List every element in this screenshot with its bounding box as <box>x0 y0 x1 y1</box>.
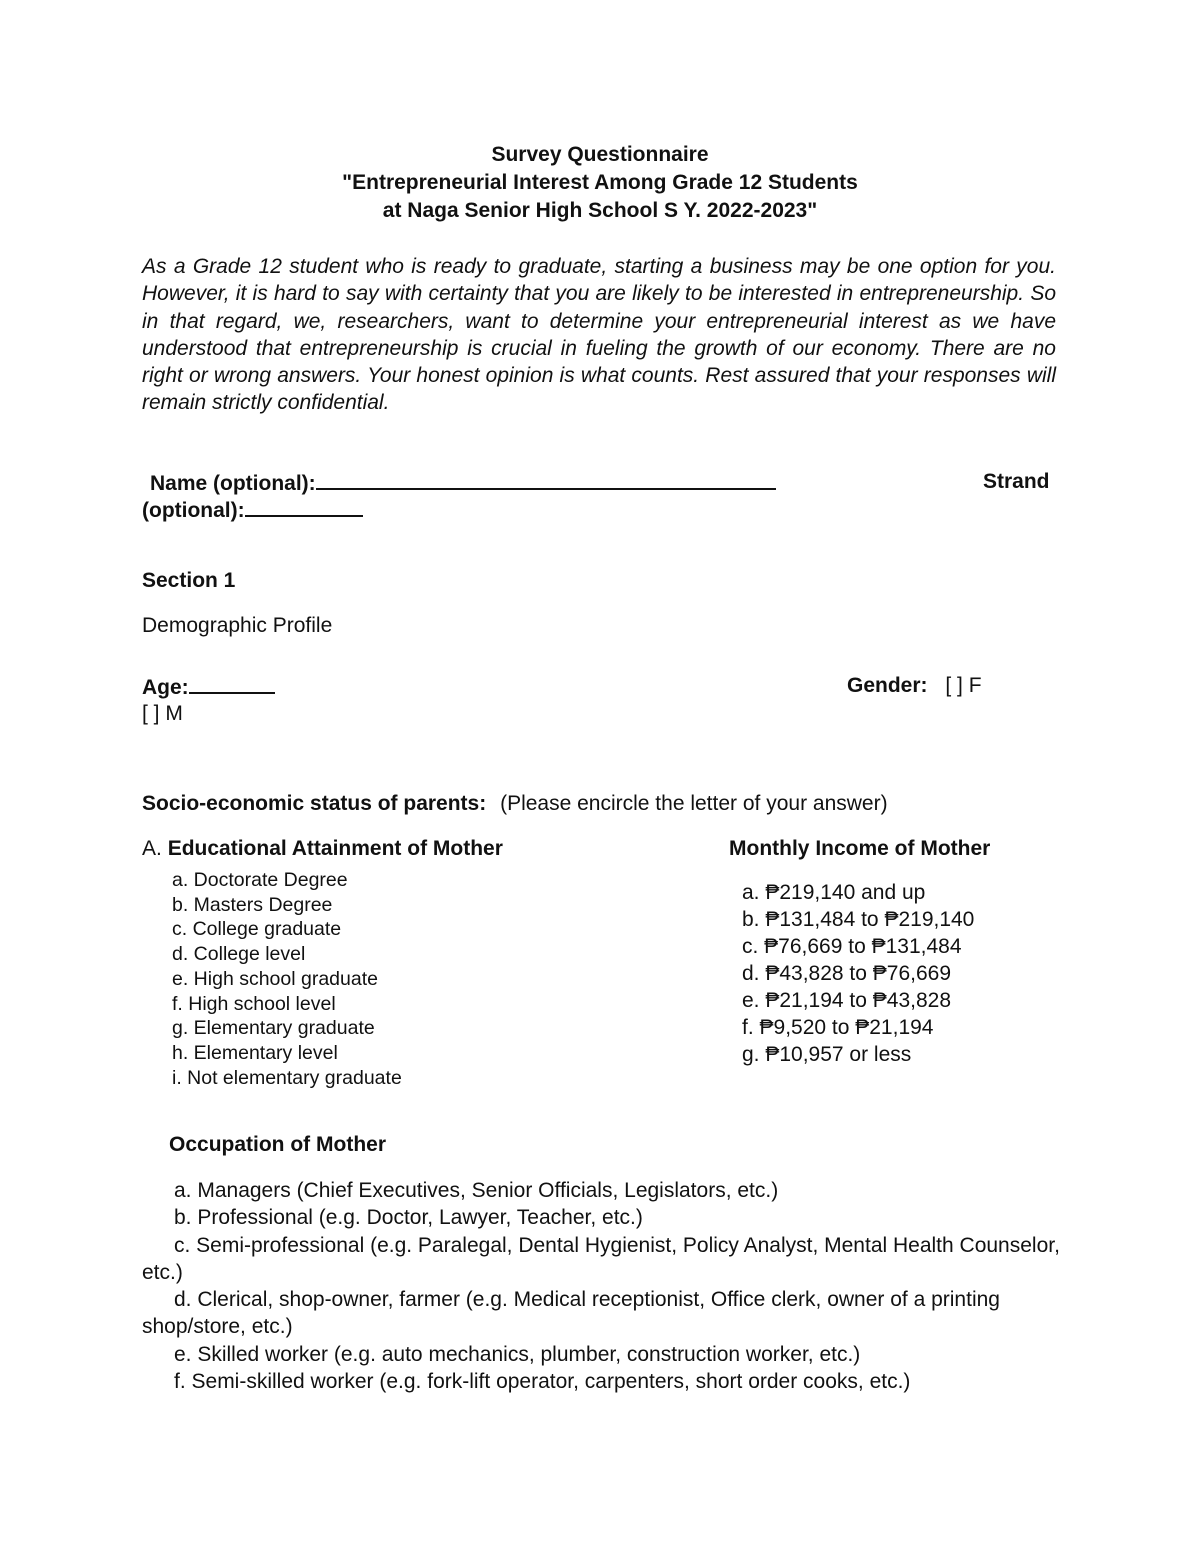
occupation-option[interactable]: f. Semi-skilled worker (e.g. fork-lift operator, carpenters, short order cooks, etc.) <box>174 1370 911 1394</box>
income-heading: Monthly Income of Mother <box>729 837 991 860</box>
survey-subtitle-line-1: "Entrepreneurial Interest Among Grade 12 Students <box>342 171 858 194</box>
income-option[interactable]: b. ₱131,484 to ₱219,140 <box>742 908 975 931</box>
occupation-option[interactable]: a. Managers (Chief Executives, Senior Officials, Legislators, etc.) <box>174 1179 779 1202</box>
strand-label-part-2: (optional): <box>142 499 245 522</box>
income-option[interactable]: f. ₱9,520 to ₱21,194 <box>742 1016 934 1039</box>
intro-paragraph: As a Grade 12 student who is ready to graduate, starting a business may be one option for you. However, it is hard to say with certainty that you are likely to be interested in entrepreneurship. So in that regard, we, researchers, want to determine your entrepreneurial interest as we have understood that entrepreneurship is crucial in fueling the growth of our economy. There are no right or wrong answers. Your honest opinion is what counts. Rest assured that your responses will remain strictly confidential. <box>142 255 1056 415</box>
education-heading-label: Educational Attainment of Mother <box>167 837 503 860</box>
income-option[interactable]: e. ₱21,194 to ₱43,828 <box>742 989 952 1012</box>
gender-female-option[interactable]: [ ] F <box>945 674 982 697</box>
income-option[interactable]: c. ₱76,669 to ₱131,484 <box>742 935 962 958</box>
income-option[interactable]: d. ₱43,828 to ₱76,669 <box>742 962 952 985</box>
strand-blank[interactable] <box>245 497 363 517</box>
name-field <box>150 470 776 496</box>
education-option[interactable]: b. Masters Degree <box>172 893 333 916</box>
education-prefix: A. <box>142 837 162 860</box>
document-header <box>0 141 1200 225</box>
education-option[interactable]: e. High school graduate <box>172 967 378 990</box>
gender-field <box>847 674 982 698</box>
education-option[interactable]: a. Doctorate Degree <box>172 869 348 891</box>
age-field <box>142 674 275 700</box>
education-option[interactable]: g. Elementary graduate <box>172 1017 375 1040</box>
name-label: Name (optional): <box>150 472 316 495</box>
survey-title: Survey Questionnaire <box>491 143 709 166</box>
strand-label-part-1: Strand <box>983 470 1050 493</box>
occupation-option[interactable]: c. Semi-professional (e.g. Paralegal, Dental Hygienist, Policy Analyst, Mental Health Counselor, etc.) <box>142 1233 1060 1284</box>
occupation-option[interactable]: d. Clerical, shop-owner, farmer (e.g. Medical receptionist, Office clerk, owner of a printing shop/store, etc.) <box>142 1288 1000 1339</box>
occupation-option[interactable]: e. Skilled worker (e.g. auto mechanics, plumber, construction worker, etc.) <box>174 1342 861 1366</box>
section-title: Section 1 <box>142 569 236 592</box>
education-option[interactable]: d. College level <box>172 943 306 966</box>
age-label: Age: <box>142 676 189 699</box>
occupation-options <box>142 1177 1062 1395</box>
education-option[interactable]: h. Elementary level <box>172 1041 338 1064</box>
income-option[interactable]: a. ₱219,140 and up <box>742 881 926 904</box>
gender-label: Gender: <box>847 674 928 697</box>
section-subtitle: Demographic Profile <box>142 614 333 637</box>
income-option[interactable]: g. ₱10,957 or less <box>742 1043 912 1066</box>
education-option[interactable]: f. High school level <box>172 992 336 1015</box>
survey-subtitle-line-2: at Naga Senior High School S Y. 2022-2023" <box>382 199 818 222</box>
socio-instruction: (Please encircle the letter of your answer) <box>500 792 888 815</box>
age-blank[interactable] <box>189 674 275 694</box>
occupation-option[interactable]: b. Professional (e.g. Doctor, Lawyer, Teacher, etc.) <box>174 1206 643 1230</box>
education-heading <box>142 837 503 861</box>
education-option[interactable]: i. Not elementary graduate <box>172 1066 402 1089</box>
strand-field <box>142 497 363 523</box>
socio-economic-heading <box>142 792 888 816</box>
name-blank[interactable] <box>316 470 776 490</box>
income-options <box>742 879 974 1068</box>
occupation-heading: Occupation of Mother <box>169 1133 386 1156</box>
gender-male-option[interactable]: [ ] M <box>142 702 183 725</box>
education-option[interactable]: c. College graduate <box>172 918 342 941</box>
education-options <box>172 868 402 1090</box>
socio-heading-label: Socio-economic status of parents: <box>142 792 487 815</box>
